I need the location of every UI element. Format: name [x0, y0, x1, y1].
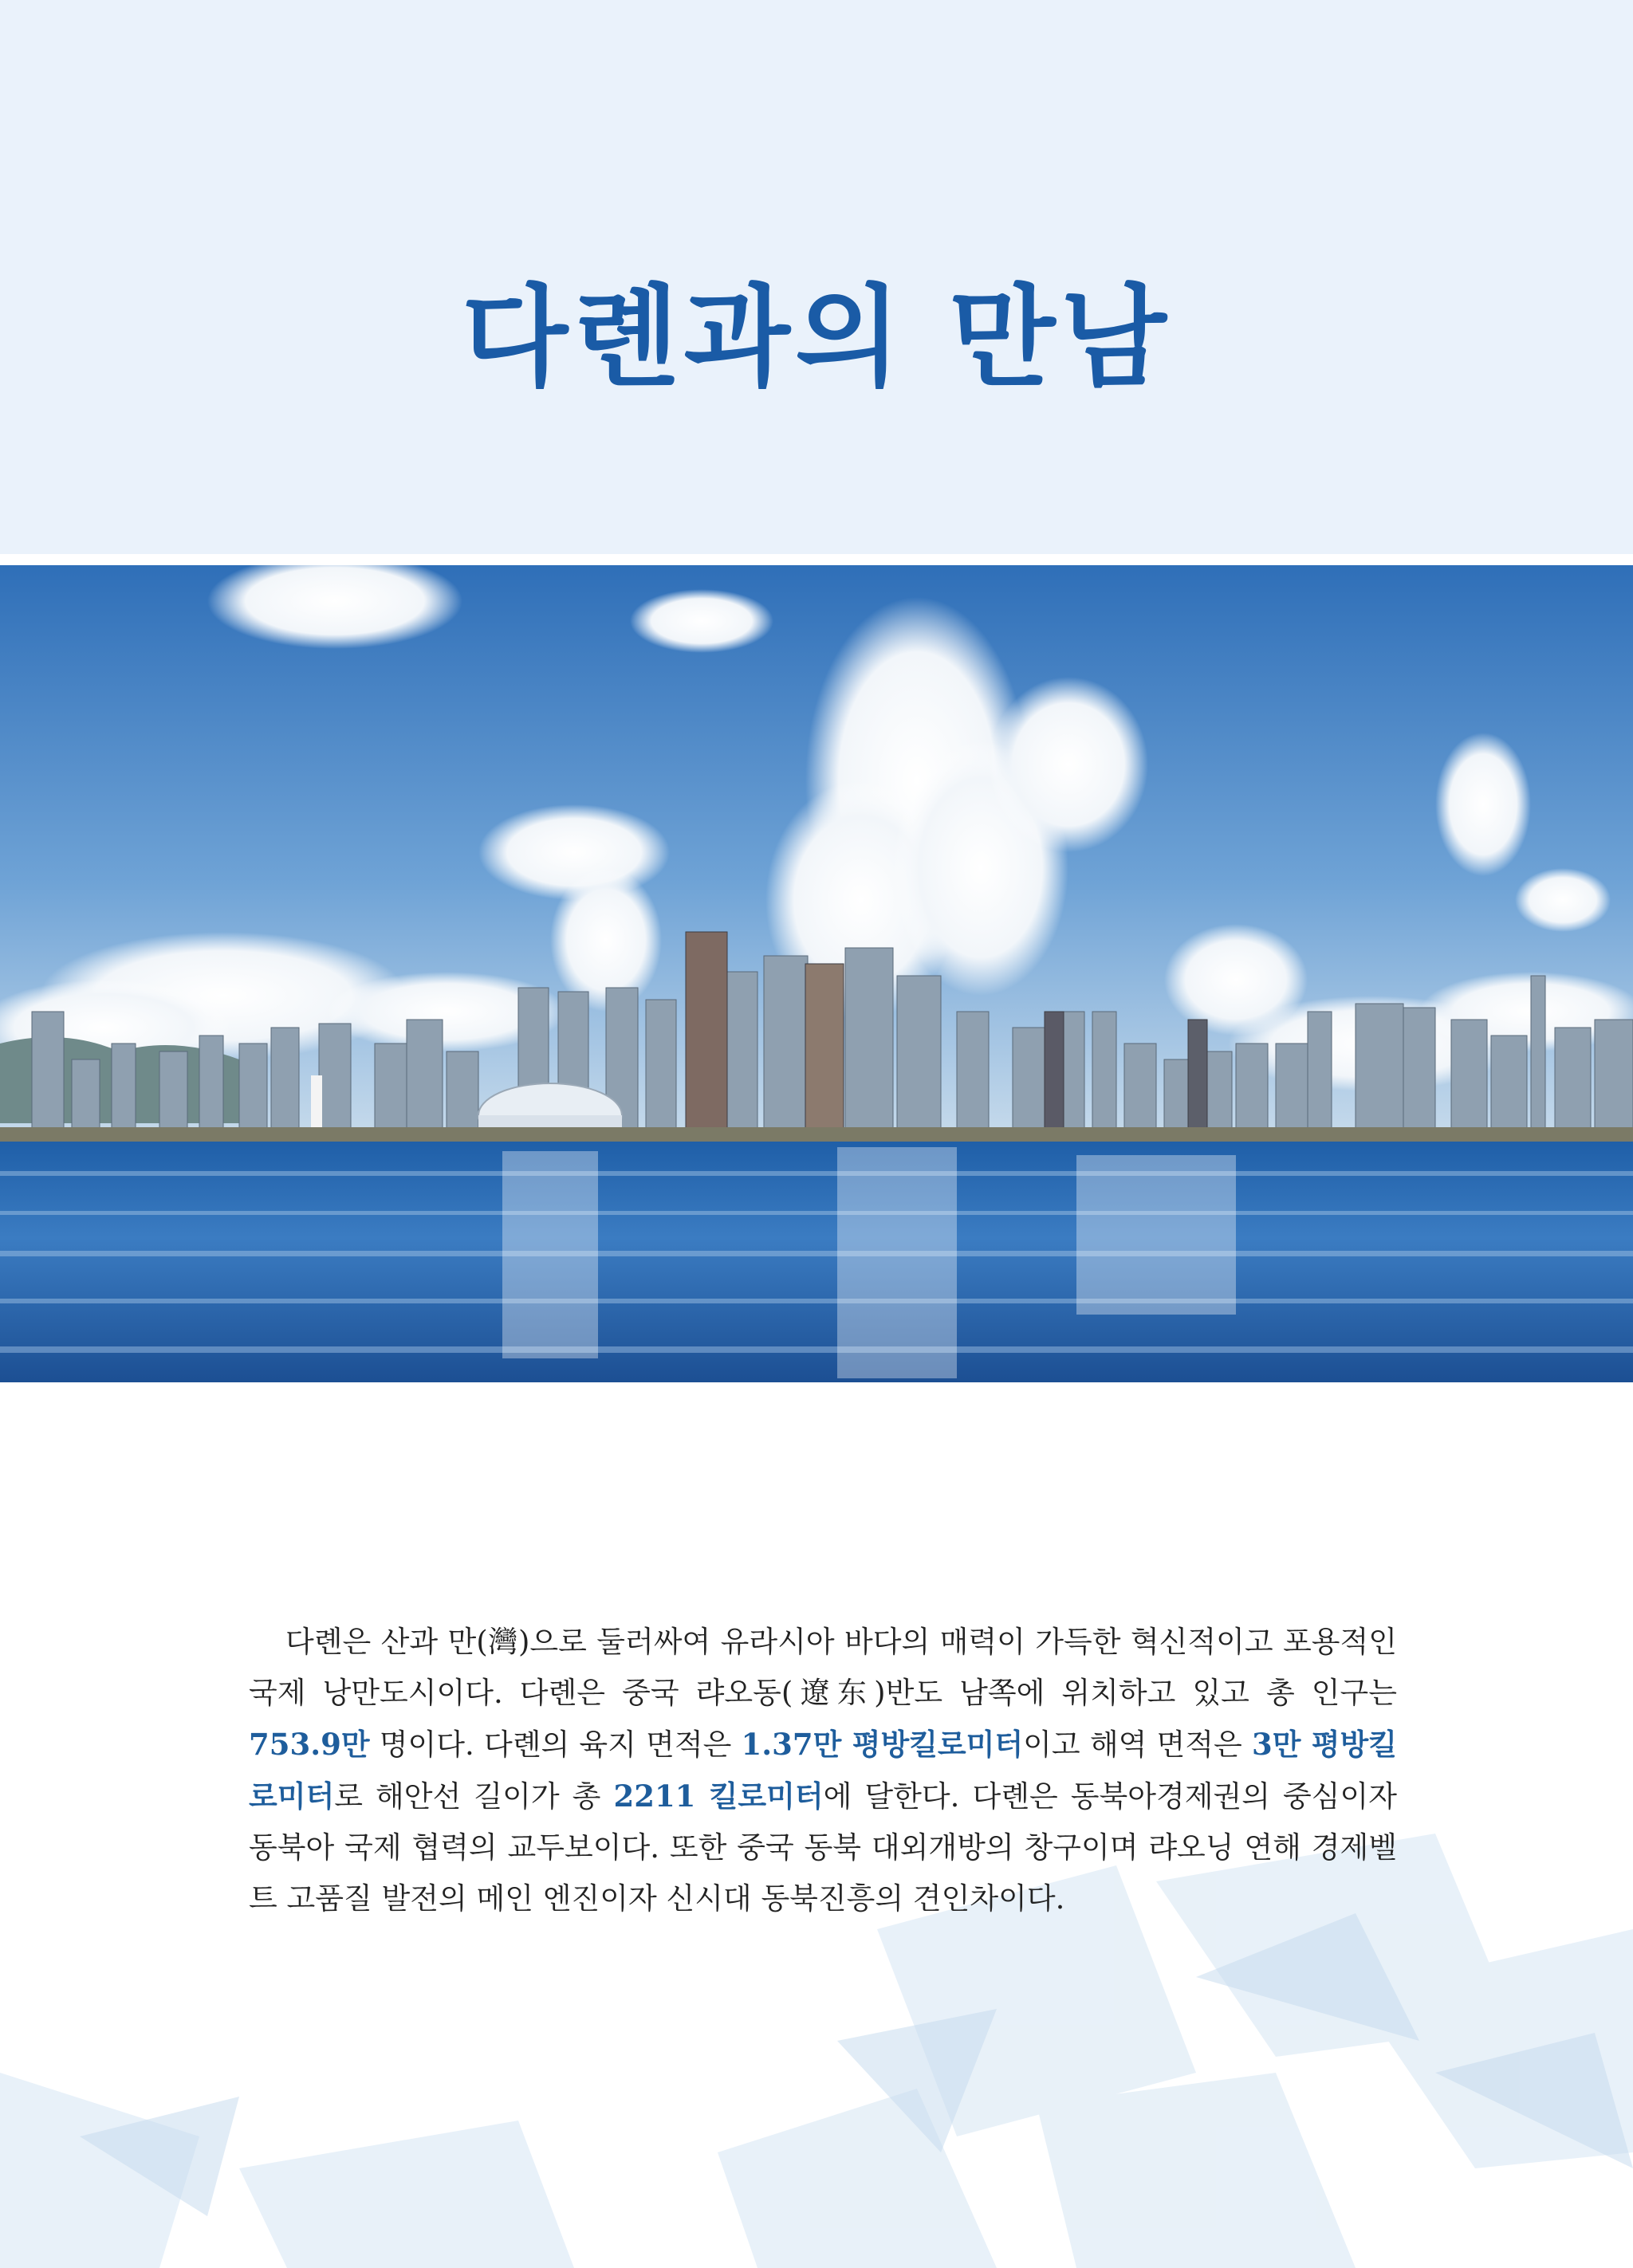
city-skyline-photo	[0, 565, 1633, 1382]
sea-area-value: 3만 평방킬로미터	[249, 1727, 1397, 1814]
land-area-value: 1.37만 평방킬로미터	[741, 1727, 1024, 1762]
intro-text-1: 다롄은 산과 만(灣)으로 둘러싸여 유라시아 바다의 매력이 가득한 혁신적이고 포용적인 국제 낭만도시이다. 다롄은 중국 랴오동(遼东)반도 남쪽에 위치하고 있고 총 인구는	[249, 1625, 1397, 1710]
intro-text-5: 에 달한다. 다롄은 동북아경제권의 중심이자 동북아 국제 협력의 교두보이다. 또한 중국 동북 대외개방의 창구이며 랴오닝 연해 경제벨트 고품질 발전의 메인 엔진이자 신시대 동북진흥의 견인차이다.	[249, 1779, 1397, 1916]
intro-text-3: 이고 해역 면적은	[1023, 1728, 1252, 1762]
intro-paragraph	[249, 1617, 1397, 1924]
page-title: 다롄과의 만남	[462, 273, 1171, 402]
intro-text-4: 로 해안선 길이가 총	[334, 1779, 614, 1814]
divider	[0, 554, 1633, 565]
city-skyline-illustration	[0, 565, 1633, 1382]
population-value: 753.9만	[249, 1727, 370, 1762]
intro-text-2: 명이다. 다롄의 육지 면적은	[369, 1728, 742, 1762]
coastline-value: 2211 킬로미터	[613, 1779, 824, 1814]
